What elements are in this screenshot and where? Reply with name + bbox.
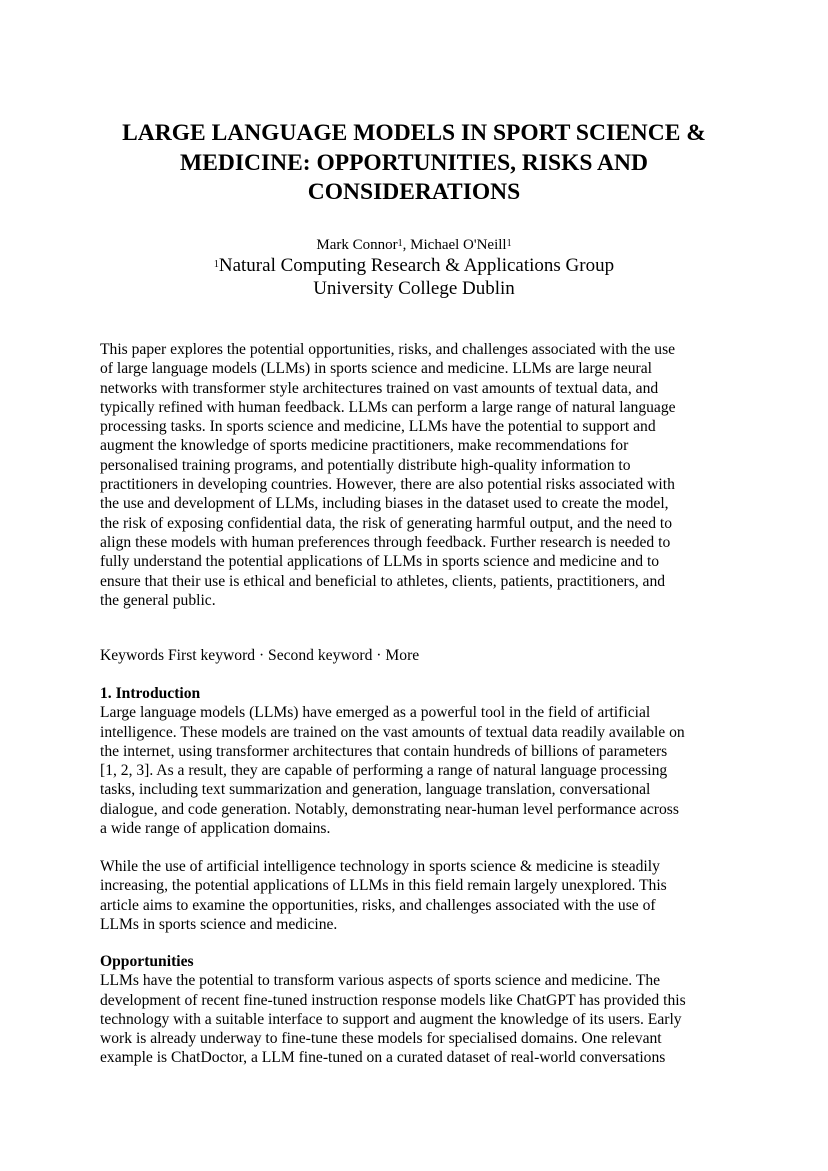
- body-line: article aims to examine the opportunities, risks, and challenges associated with the use of: [100, 896, 656, 914]
- author-name: Mark Connor: [316, 237, 398, 253]
- section-heading: 1. Introduction: [100, 685, 201, 702]
- author-separator: ,: [402, 237, 411, 253]
- abstract-line: the general public.: [100, 591, 216, 609]
- affiliation-university: University College Dublin: [313, 278, 515, 299]
- abstract-line: fully understand the potential applications of LLMs in sports science and medicine and to: [100, 553, 660, 571]
- paper-title: [60, 119, 768, 208]
- author-affiliation-mark: 1: [397, 238, 403, 249]
- body-line: LLMs in sports science and medicine.: [100, 915, 338, 933]
- introduction-section: [100, 684, 740, 838]
- affiliation: [0, 254, 828, 300]
- body-line: example is ChatDoctor, a LLM fine-tuned on a curated dataset of real-world conversations: [100, 1049, 666, 1067]
- abstract: [100, 340, 740, 610]
- body-line: increasing, the potential applications of LLMs in this field remain largely unexplored. This: [100, 877, 667, 895]
- title-line: MEDICINE: OPPORTUNITIES, RISKS AND: [180, 149, 648, 176]
- keywords-line: Keywords First keyword · Second keyword · More: [100, 647, 420, 664]
- body-line: Large language models (LLMs) have emerged as a powerful tool in the field of artificial: [100, 704, 651, 722]
- abstract-line: processing tasks. In sports science and medicine, LLMs have the potential to support and: [100, 418, 656, 436]
- affiliation-group-name: Natural Computing Research & Applications Group: [218, 255, 615, 276]
- body-line: dialogue, and code generation. Notably, demonstrating near-human level performance across: [100, 800, 679, 818]
- abstract-line: align these models with human preferences through feedback. Further research is needed to: [100, 533, 671, 551]
- keywords: [100, 646, 740, 665]
- abstract-line: This paper explores the potential opportunities, risks, and challenges associated with the use: [100, 341, 676, 358]
- abstract-line: practitioners in developing countries. However, there are also potential risks associated with: [100, 476, 675, 494]
- abstract-line: personalised training programs, and potentially distribute high-quality information to: [100, 456, 631, 474]
- abstract-line: of large language models (LLMs) in sports science and medicine. LLMs are large neural: [100, 360, 652, 378]
- body-line: a wide range of application domains.: [100, 820, 331, 838]
- abstract-line: networks with transformer style architectures trained on vast amounts of textual data, and: [100, 379, 659, 397]
- abstract-line: the risk of exposing confidential data, the risk of generating harmful output, and the need to: [100, 514, 673, 532]
- body-line: [1, 2, 3]. As a result, they are capable of performing a range of natural language processing: [100, 762, 668, 780]
- body-line: tasks, including text summarization and generation, language translation, conversational: [100, 781, 651, 799]
- title-line: LARGE LANGUAGE MODELS IN SPORT SCIENCE &: [122, 120, 706, 146]
- title-line: CONSIDERATIONS: [307, 179, 521, 205]
- author-affiliation-mark: 1: [506, 238, 512, 249]
- body-line: While the use of artificial intelligence technology in sports science & medicine is steadily: [100, 858, 660, 875]
- author-list: [0, 236, 828, 254]
- affiliation-group: [0, 254, 828, 277]
- body-line: development of recent fine-tuned instruction response models like ChatGPT has provided this: [100, 991, 686, 1009]
- opportunities-section: [100, 952, 740, 1068]
- body-line: LLMs have the potential to transform various aspects of sports science and medicine. The: [100, 972, 661, 990]
- abstract-line: augment the knowledge of sports medicine practitioners, make recommendations for: [100, 437, 629, 455]
- affiliation-mark: 1: [213, 259, 219, 270]
- body-line: technology with a suitable interface to support and augment the knowledge of its users. Early: [100, 1010, 682, 1028]
- abstract-line: typically refined with human feedback. LLMs can perform a large range of natural language: [100, 398, 676, 416]
- abstract-line: the use and development of LLMs, including biases in the dataset used to create the model,: [100, 495, 669, 513]
- abstract-line: ensure that their use is ethical and beneficial to athletes, clients, patients, practitioners, and: [100, 572, 666, 590]
- body-line: work is already underway to fine-tune these models for specialised domains. One relevant: [100, 1030, 662, 1048]
- section-heading: Opportunities: [100, 953, 194, 970]
- body-line: the internet, using transformer architectures that contain hundreds of billions of parameters: [100, 742, 668, 760]
- author-name: Michael O'Neill: [410, 237, 507, 253]
- body-line: intelligence. These models are trained on the vast amounts of textual data readily available on: [100, 723, 685, 741]
- introduction-paragraph-2: [100, 857, 740, 934]
